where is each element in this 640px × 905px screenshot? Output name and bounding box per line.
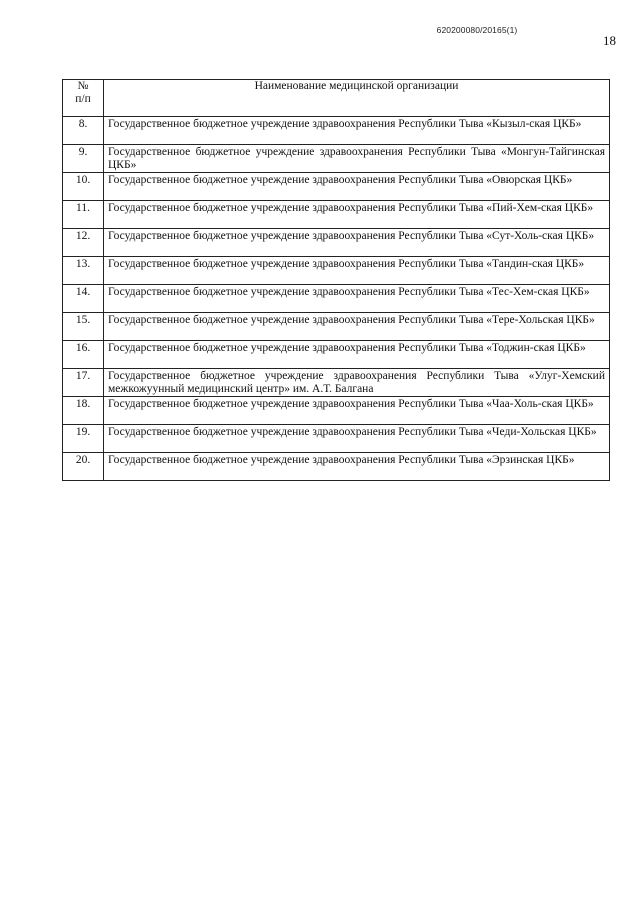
organization-name: Государственное бюджетное учреждение здравоохранения Республики Тыва «Тоджин-ская ЦКБ»: [104, 341, 610, 369]
medical-organizations-table: [62, 79, 610, 481]
table-row: [63, 369, 610, 397]
page-number: 18: [603, 33, 616, 48]
column-header-number: [63, 80, 104, 117]
table-row: [63, 453, 610, 481]
organization-name: Государственное бюджетное учреждение здравоохранения Республики Тыва «Чаа-Холь-ская ЦКБ»: [104, 397, 610, 425]
table-row: [63, 201, 610, 229]
table-row: [63, 341, 610, 369]
organization-name: Государственное бюджетное учреждение здравоохранения Республики Тыва «Улуг-Хемский межкожуунный медицинский центр» им. А.Т. Балгана: [104, 369, 610, 397]
row-number: 11.: [63, 201, 104, 229]
document-code: 620200080/20165(1): [436, 25, 518, 35]
row-number: 20.: [63, 453, 104, 481]
table-header-row: [63, 80, 610, 117]
row-number: 18.: [63, 397, 104, 425]
column-header-number-line1: №: [77, 80, 89, 92]
row-number: 9.: [63, 145, 104, 173]
table-row: [63, 229, 610, 257]
table-row: [63, 145, 610, 173]
table-row: [63, 397, 610, 425]
row-number: 14.: [63, 285, 104, 313]
organization-name: Государственное бюджетное учреждение здравоохранения Республики Тыва «Кызыл-ская ЦКБ»: [104, 117, 610, 145]
column-header-number-line2: п/п: [75, 92, 91, 105]
column-header-name: Наименование медицинской организации: [104, 80, 610, 117]
table-row: [63, 313, 610, 341]
table-row: [63, 117, 610, 145]
organization-name: Государственное бюджетное учреждение здравоохранения Республики Тыва «Чеди-Хольская ЦКБ»: [104, 425, 610, 453]
organization-name: Государственное бюджетное учреждение здравоохранения Республики Тыва «Тере-Хольская ЦКБ»: [104, 313, 610, 341]
row-number: 10.: [63, 173, 104, 201]
row-number: 16.: [63, 341, 104, 369]
organization-name: Государственное бюджетное учреждение здравоохранения Республики Тыва «Тандин-ская ЦКБ»: [104, 257, 610, 285]
row-number: 15.: [63, 313, 104, 341]
organization-name: Государственное бюджетное учреждение здравоохранения Республики Тыва «Сут-Холь-ская ЦКБ»: [104, 229, 610, 257]
row-number: 13.: [63, 257, 104, 285]
organization-name: Государственное бюджетное учреждение здравоохранения Республики Тыва «Эрзинская ЦКБ»: [104, 453, 610, 481]
row-number: 17.: [63, 369, 104, 397]
table-row: [63, 425, 610, 453]
table-row: [63, 173, 610, 201]
table-row: [63, 285, 610, 313]
table-row: [63, 257, 610, 285]
organization-name: Государственное бюджетное учреждение здравоохранения Республики Тыва «Овюрская ЦКБ»: [104, 173, 610, 201]
table-body: [63, 117, 610, 481]
row-number: 12.: [63, 229, 104, 257]
organization-name: Государственное бюджетное учреждение здравоохранения Республики Тыва «Пий-Хем-ская ЦКБ»: [104, 201, 610, 229]
row-number: 19.: [63, 425, 104, 453]
organization-name: Государственное бюджетное учреждение здравоохранения Республики Тыва «Монгун-Тайгинская ЦКБ»: [104, 145, 610, 173]
row-number: 8.: [63, 117, 104, 145]
organization-name: Государственное бюджетное учреждение здравоохранения Республики Тыва «Тес-Хем-ская ЦКБ»: [104, 285, 610, 313]
